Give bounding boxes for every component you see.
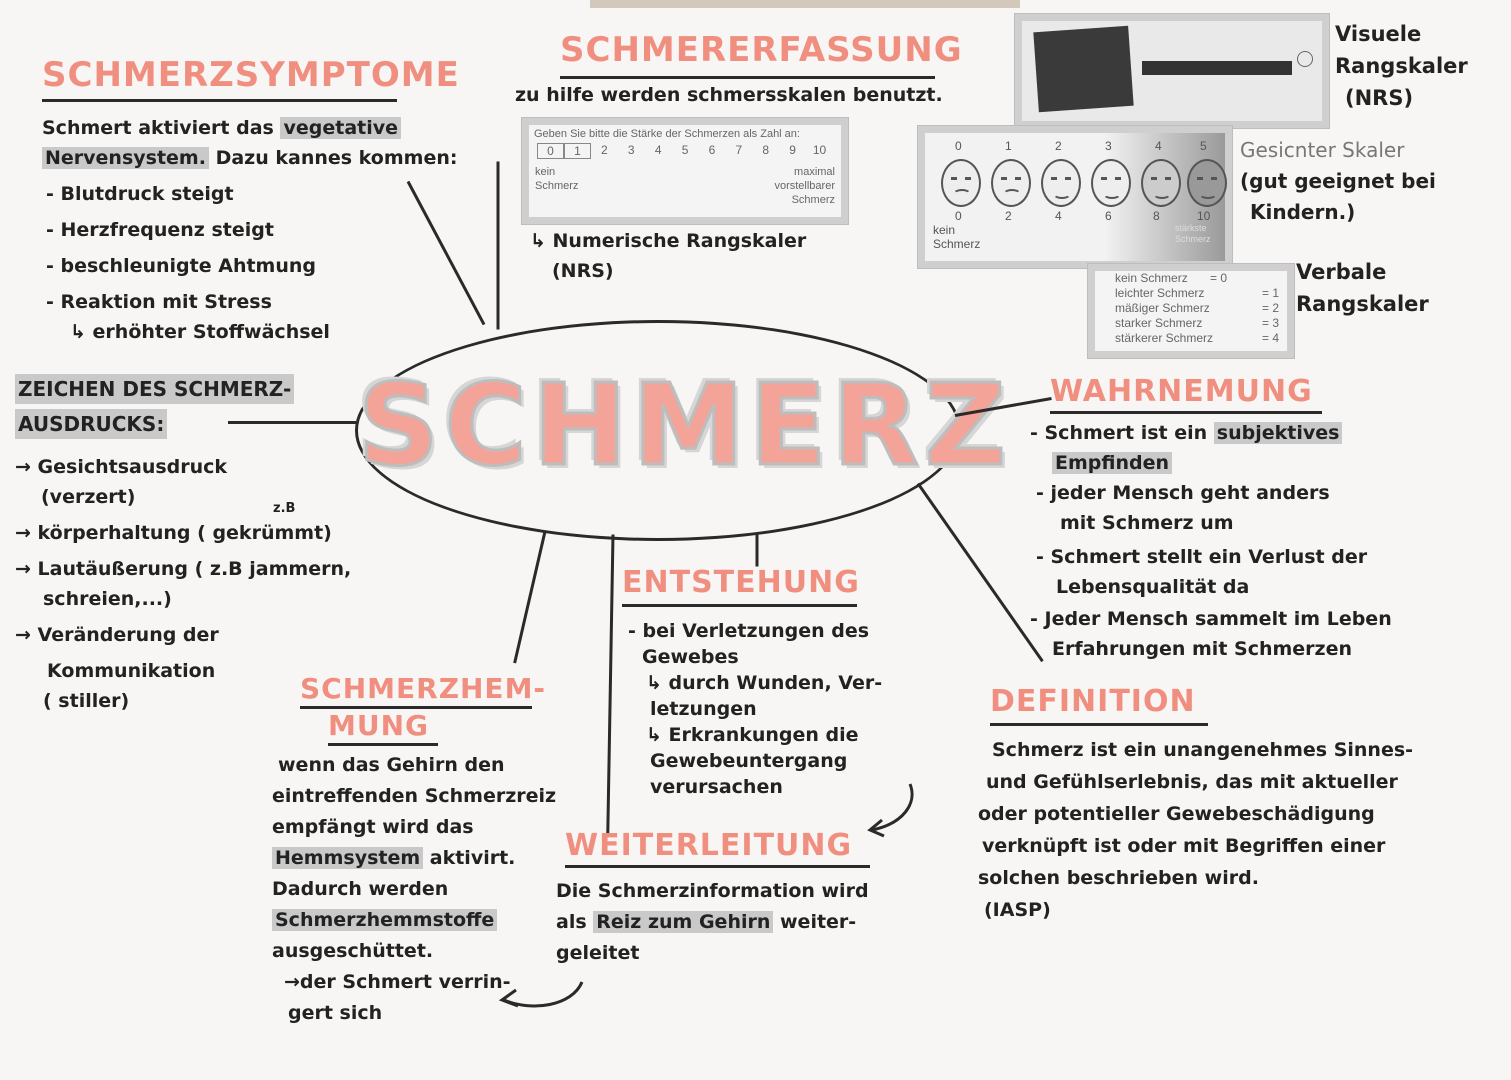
visuelle-label-line1: Visuele: [1335, 22, 1422, 46]
ausdruck-line: Kommunikation: [47, 660, 216, 682]
nrs-number: 3: [627, 143, 635, 157]
hemmung-heading-line2: MUNG: [328, 709, 438, 746]
entstehung-text: [628, 618, 882, 800]
hemmung-line: empfängt wird das: [272, 816, 474, 838]
center-title: SCHMERZ: [358, 361, 1013, 491]
hemmung-arrow-icon: [492, 976, 592, 1026]
ausdruck-section: [15, 374, 351, 716]
face-top-number: 4: [1155, 139, 1162, 153]
face-top-number: 2: [1055, 139, 1062, 153]
weiterleitung-line: geleitet: [556, 942, 640, 964]
symptome-heading: SCHMERZSYMPTOME: [42, 55, 397, 102]
entstehung-line: - bei Verletzungen des: [628, 620, 870, 642]
face-bottom-number: 8: [1153, 209, 1160, 223]
top-edge-strip: [590, 0, 1020, 8]
wahrnehmung-line1a: - Schmert ist ein: [1030, 422, 1214, 444]
gesichter-label-line2: (gut geeignet bei: [1240, 169, 1436, 193]
symptome-item: - Herzfrequenz steigt: [46, 219, 274, 241]
face-bottom-number: 10: [1197, 209, 1211, 223]
face-top-number: 3: [1105, 139, 1112, 153]
nrs-number: 7: [735, 143, 743, 157]
wahrnehmung-line: Erfahrungen mit Schmerzen: [1052, 638, 1353, 660]
verbal-row-val: = 1: [1261, 286, 1279, 300]
face-icon-4: [1141, 159, 1181, 207]
definition-line: und Gefühlserlebnis, das mit aktueller: [986, 771, 1398, 793]
weiterleitung-text: [556, 876, 869, 969]
hemmung-line6: [272, 905, 556, 936]
visual-scale-photo: [1015, 14, 1329, 128]
nrs-number: 5: [681, 143, 689, 157]
wahrnehmung-heading: WAHRNEMUNG: [1050, 374, 1322, 414]
erfassung-heading: SCHMERERFASSUNG: [560, 30, 935, 79]
wahrnehmung-line2: Empfinden: [1052, 452, 1172, 474]
verbal-row: [1095, 316, 1287, 331]
connector-erfassung: [497, 162, 500, 330]
nrs-question: Geben Sie bitte die Stärke der Schmerzen als Zahl an:: [534, 128, 800, 140]
face-icon-5: [1187, 159, 1227, 207]
entstehung-line: letzungen: [650, 698, 757, 720]
nrs-number: 9: [789, 143, 796, 157]
ausdruck-line: → Veränderung der: [15, 624, 219, 646]
verbale-label-line2: Rangskaler: [1296, 292, 1429, 316]
face-bottom-number: 4: [1055, 209, 1062, 223]
face-top-number: 0: [955, 139, 962, 153]
definition-line: (IASP): [984, 899, 1051, 921]
face-right-label: stärkste Schmerz: [1175, 223, 1211, 244]
verbal-row-val: = 0: [1209, 271, 1227, 285]
face-top-number: 5: [1200, 139, 1207, 153]
nrs-label-line1: ↳ Numerische Rangskaler: [530, 230, 807, 252]
verbal-row-val: = 3: [1261, 316, 1279, 330]
photo-slider-bar: [1142, 61, 1292, 75]
face-icon-1: [991, 159, 1031, 207]
wahrnehmung-line1b: subjektives: [1214, 422, 1343, 444]
verbal-row: [1095, 331, 1287, 346]
verbal-row: [1095, 271, 1287, 286]
ausdruck-line: → körperhaltung ( gekrümmt): [15, 522, 332, 544]
faces-scale-card: [918, 126, 1232, 268]
symptome-line1b: vegetative: [280, 117, 401, 139]
center-oval: [355, 320, 1013, 541]
gesichter-label-line3: Kindern.): [1250, 200, 1356, 224]
wahrnehmung-line: - jeder Mensch geht anders: [1036, 482, 1330, 504]
entstehung-line: verursachen: [650, 776, 783, 798]
entstehung-line: Gewebeuntergang: [650, 750, 848, 772]
definition-text: [978, 734, 1413, 926]
hemmung-line: ausgeschüttet.: [272, 940, 434, 962]
visuelle-label-line3: (NRS): [1345, 86, 1414, 110]
gesichter-label: [1240, 135, 1436, 228]
face-icon-3: [1091, 159, 1131, 207]
wahrnehmung-line: Lebensqualität da: [1056, 576, 1250, 598]
connector-definition: [917, 483, 1044, 662]
visuelle-label: [1335, 18, 1468, 114]
nrs-number: 4: [654, 143, 662, 157]
nrs-number: 0: [537, 143, 564, 159]
visuelle-label-line2: Rangskaler: [1335, 54, 1468, 78]
nrs-number: 1: [564, 143, 591, 159]
wahrnehmung-line: - Jeder Mensch sammelt im Leben: [1030, 608, 1392, 630]
symptome-item: - Blutdruck steigt: [46, 183, 234, 205]
face-left-label: kein Schmerz: [933, 223, 981, 251]
ausdruck-line: ( stiller): [43, 690, 130, 712]
symptome-item: - beschleunigte Ahtmung: [46, 255, 316, 277]
verbale-label-line1: Verbale: [1296, 260, 1387, 284]
hemmung-heading: [300, 672, 547, 746]
entstehung-line: Gewebes: [642, 646, 739, 668]
entstehung-line: ↳ Erkrankungen die: [646, 724, 859, 746]
verbal-row-text: stärkerer Schmerz: [1115, 331, 1214, 345]
entstehung-arrow-icon: [862, 780, 922, 840]
ausdruck-line: → Lautäußerung ( z.B jammern,: [15, 558, 352, 580]
ausdruck-line: → Gesichtsausdruck: [15, 456, 228, 478]
face-bottom-number: 2: [1005, 209, 1012, 223]
entstehung-line: ↳ durch Wunden, Ver-: [646, 672, 883, 694]
connector-weiterleitung: [606, 534, 614, 834]
hemmung-heading-line1: SCHMERZHEM-: [300, 672, 532, 709]
nrs-right-label: maximal vorstellbarer Schmerz: [774, 166, 835, 206]
verbal-row-text: kein Schmerz: [1115, 271, 1188, 285]
nrs-numbers: [529, 143, 841, 159]
symptome-sub: ↳ erhöhter Stoffwächsel: [70, 321, 330, 343]
symptome-item: - Reaktion mit Stress: [46, 291, 272, 313]
wahrnehmung-text: [1030, 418, 1392, 664]
weiterleitung-heading: WEITERLEITUNG: [565, 828, 870, 868]
erfassung-intro: zu hilfe werden schmersskalen benutzt.: [515, 84, 943, 106]
nrs-number: 10: [812, 143, 827, 157]
definition-heading: DEFINITION: [990, 684, 1208, 726]
face-bottom-number: 0: [955, 209, 962, 223]
hemmung-line: →der Schmert verrin-: [284, 971, 511, 993]
ausdruck-heading-line2: AUSDRUCKS:: [15, 409, 167, 439]
face-top-number: 1: [1005, 139, 1012, 153]
hemmung-line6-hl: Schmerzhemmstoffe: [272, 909, 497, 931]
weiterleitung-line2b: Reiz zum Gehirn: [593, 911, 773, 933]
nrs-label: [530, 226, 806, 286]
nrs-number: 2: [601, 143, 608, 157]
hemmung-line4b: aktivirt.: [423, 847, 516, 869]
verbal-scale-card: [1088, 264, 1294, 358]
connector-entstehung: [756, 535, 759, 567]
verbal-row-text: leichter Schmerz: [1115, 286, 1205, 300]
definition-line: Schmerz ist ein unangenehmes Sinnes-: [992, 739, 1414, 761]
ausdruck-zb: z.B: [273, 501, 296, 516]
hemmung-line: gert sich: [288, 1002, 383, 1024]
definition-line: oder potentieller Gewebeschädigung: [978, 803, 1375, 825]
weiterleitung-line2a: als: [556, 911, 594, 933]
nrs-scale-card: [522, 118, 848, 224]
photo-dark-card: [1033, 26, 1133, 112]
wahrnehmung-line: mit Schmerz um: [1060, 512, 1234, 534]
gesichter-label-line1: Gesicnter Skaler: [1240, 138, 1405, 162]
hemmung-line4: [272, 843, 556, 874]
verbale-label: [1296, 256, 1429, 320]
weiterleitung-line2c: weiter-: [773, 911, 857, 933]
wahrnehmung-line2-wrap: [1030, 448, 1392, 478]
verbal-row-val: = 4: [1261, 331, 1279, 345]
verbal-row-text: starker Schmerz: [1115, 316, 1203, 330]
face-bottom-number: 6: [1105, 209, 1112, 223]
photo-logo-icon: [1297, 51, 1313, 67]
connector-hemmung: [513, 531, 546, 663]
definition-line: solchen beschrieben wird.: [978, 867, 1259, 889]
nrs-number: 8: [762, 143, 770, 157]
ausdruck-heading-line1: ZEICHEN DES SCHMERZ-: [15, 374, 294, 404]
symptome-line1a: Schmert aktiviert das: [42, 117, 281, 139]
nrs-left-label: kein Schmerz: [535, 166, 579, 192]
hemmung-line: Dadurch werden: [272, 878, 449, 900]
hemmung-line: eintreffenden Schmerzreiz: [272, 785, 557, 807]
hemmung-line: wenn das Gehirn den: [278, 754, 505, 776]
ausdruck-line: (verzert): [41, 486, 136, 508]
hemmung-line4a: Hemmsystem: [272, 847, 423, 869]
face-icon-0: [941, 159, 981, 207]
face-icon-2: [1041, 159, 1081, 207]
entstehung-heading: ENTSTEHUNG: [622, 565, 857, 607]
nrs-label-line2: (NRS): [552, 260, 614, 282]
weiterleitung-line2: [556, 907, 869, 938]
definition-line: verknüpft ist oder mit Begriffen einer: [982, 835, 1386, 857]
weiterleitung-line: Die Schmerzinformation wird: [556, 880, 869, 902]
verbal-row-text: mäßiger Schmerz: [1115, 301, 1210, 315]
symptome-text: [42, 113, 457, 347]
nrs-number: 6: [708, 143, 716, 157]
symptome-line2b: Dazu kannes kommen:: [208, 147, 458, 169]
symptome-line2a: Nervensystem.: [42, 147, 209, 169]
verbal-row: [1095, 301, 1287, 316]
wahrnehmung-line: - Schmert stellt ein Verlust der: [1036, 546, 1368, 568]
verbal-row: [1095, 286, 1287, 301]
ausdruck-line: schreien,...): [43, 588, 172, 610]
verbal-row-val: = 2: [1261, 301, 1279, 315]
